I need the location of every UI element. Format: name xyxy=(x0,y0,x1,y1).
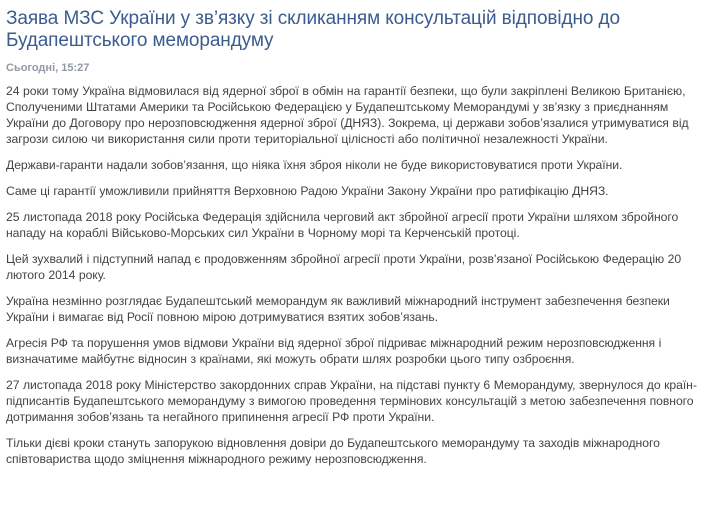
article-paragraph: Агресія РФ та порушення умов відмови України від ядерної зброї підриває міжнародний режим нерозповсюдження і визначатиме майбутнє відносин з країнами, які можуть обрати шлях розробки цього типу озброєння. xyxy=(6,336,662,366)
article-paragraph: Тільки дієві кроки стануть запорукою відновлення довіри до Будапештського меморандуму та заходів міжнародного співтовариства щодо зміцнення міжнародного режиму нерозповсюдження. xyxy=(6,436,660,466)
article-paragraph: 27 листопада 2018 року Міністерство закордонних справ України, на підставі пункту 6 Меморандуму, звернулося до країн-підписантів Будапештського меморандуму з вимогою проведення термінових консультацій з метою забезпечення повного дотримання зобов’язань та негайного припинення агресії РФ проти України. xyxy=(6,378,697,424)
article-title: Заява МЗС України у зв’язку зі скликанням консультацій відповідно до Будапештського меморандуму xyxy=(6,8,621,51)
article-paragraph: Саме ці гарантії уможливили прийняття Верховною Радою України Закону України про ратифікацію ДНЯЗ. xyxy=(6,184,609,198)
article-paragraph: 25 листопада 2018 року Російська Федерація здійснила черговий акт збройної агресії проти України шляхом збройного нападу на кораблі Військово-Морських сил України в Чорному морі та Керченській протоці. xyxy=(6,210,679,240)
article-body xyxy=(6,83,714,467)
article-paragraph: Україна незмінно розглядає Будапештський меморандум як важливий міжнародний інструмент забезпечення безпеки України і вимагає від Росії повною мірою дотримуватися взятих зобов’язань. xyxy=(6,294,670,324)
article xyxy=(6,8,714,477)
article-timestamp: Сьогодні, 15:27 xyxy=(6,62,90,74)
article-paragraph: Держави-гаранти надали зобов’язання, що ніяка їхня зброя ніколи не буде використовуватися проти України. xyxy=(6,158,623,172)
article-paragraph: 24 роки тому Україна відмовилася від ядерної зброї в обмін на гарантії безпеки, що були закріплені Великою Британією, Сполученими Штатами Америки та Російською Федерацією у Будапештському Меморандумі у зв’язку з приєднанням України до Договору про нерозповсюдження ядерної зброї (ДНЯЗ). Зокрема, ці держави зобов’язалися утримуватися від загрози силою чи використання сили проти територіальної цілісності або політичної незалежності України. xyxy=(6,84,689,146)
article-paragraph: Цей зухвалий і підступний напад є продовженням збройної агресії проти України, розв’язаної Російською Федерацію 20 лютого 2014 року. xyxy=(6,252,682,282)
